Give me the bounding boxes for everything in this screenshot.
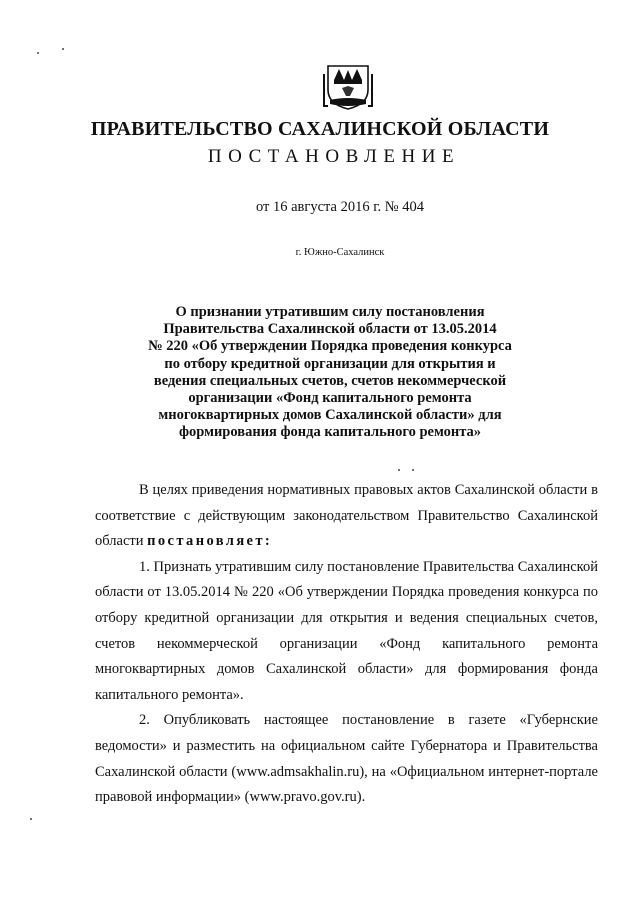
item-paragraph-1: 1. Признать утратившим силу постановление Правительства Сахалинской области от 13.05.2014 № 220 «Об утверждении Порядка проведения конкурса по отбору кредитной организации для открытия и ведения специальных счетов, счетов некоммерческой организации «Фонд капитального ремонта многоквартирных домов Сахалинской области» для формирования фонда капитального ремонта». <box>95 558 598 703</box>
issue-city: г. Южно-Сахалинск <box>295 247 385 258</box>
title-line: по отбору кредитной организации для открытия и <box>164 355 496 372</box>
document-body <box>95 478 598 811</box>
title-line: О признании утратившим силу постановления <box>175 304 485 320</box>
title-line: многоквартирных домов Сахалинской области» для <box>158 407 502 424</box>
coat-of-arms-icon <box>322 60 374 110</box>
title-line: организации «Фонд капитального ремонта <box>188 390 472 407</box>
intro-text: В целях приведения нормативных правовых актов Сахалинской области в соответствие с действующим законодательством Правительство Сахалинской области <box>95 482 598 550</box>
organization-name: ПРАВИТЕЛЬСТВО САХАЛИНСКОЙ ОБЛАСТИ <box>90 118 550 140</box>
title-line: № 220 «Об утверждении Порядка проведения конкурса <box>148 338 512 355</box>
document-title <box>100 304 560 442</box>
document-type: ПОСТАНОВЛЕНИЕ <box>207 146 461 167</box>
title-line: формирования фонда капитального ремонта» <box>178 424 482 441</box>
title-line: Правительства Сахалинской области от 13.05.2014 <box>163 321 497 338</box>
item-paragraph-2: 2. Опубликовать настоящее постановление в газете «Губернские ведомости» и разместить на официальном сайте Губернатора и Правительства Сахалинской области (www.admsakhalin.ru), на «Официальном интернет-портале правовой информации» (www.pravo.gov.ru). <box>95 712 598 806</box>
decree-word: постановляет: <box>147 533 273 550</box>
title-line: ведения специальных счетов, счетов некоммерческой <box>153 372 507 389</box>
intro-paragraph <box>95 478 598 555</box>
document-date-number: от 16 августа 2016 г. № 404 <box>255 199 425 215</box>
